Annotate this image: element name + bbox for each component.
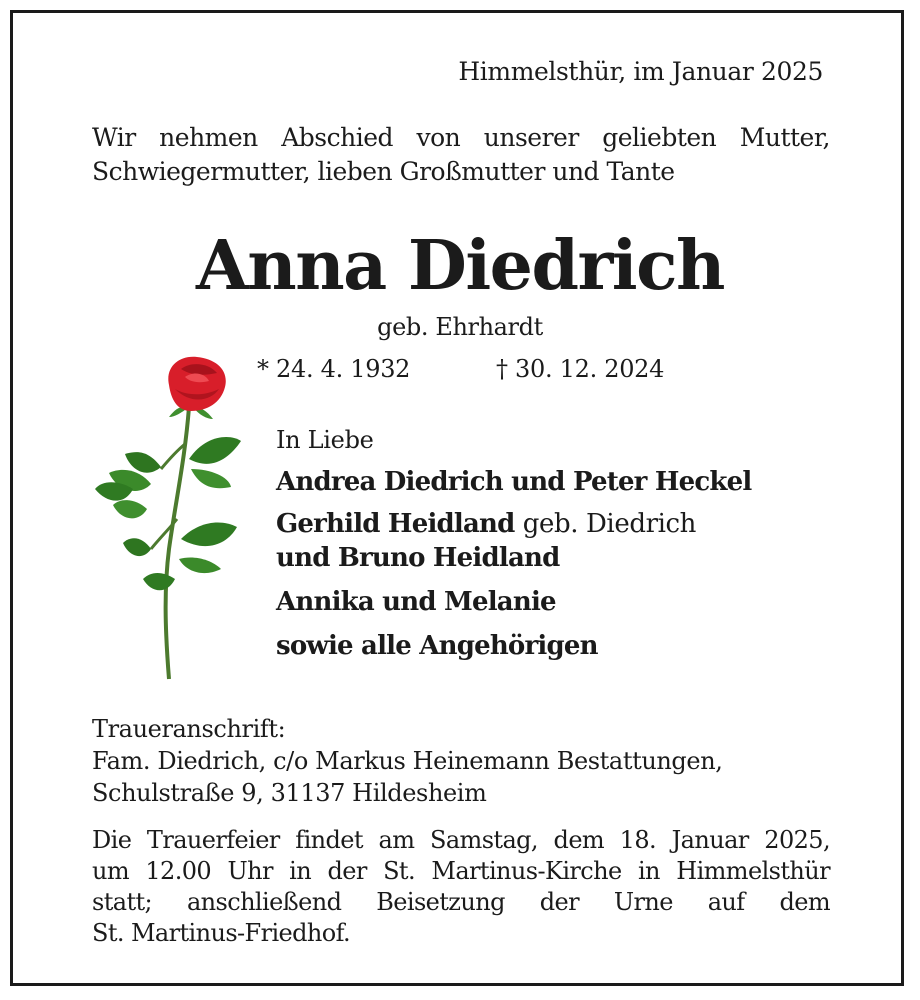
- address-line-2: Schulstraße 9, 31137 Hildesheim: [92, 779, 487, 807]
- ceremony-line-3: statt; anschließend Beisetzung der Urne auf dem: [92, 888, 830, 916]
- mourner-line-2: [276, 507, 836, 541]
- place-date: Himmelsthür, im Januar 2025: [458, 57, 823, 86]
- ceremony-info: [92, 825, 830, 949]
- address-line-1: Fam. Diedrich, c/o Markus Heinemann Bestattungen,: [92, 747, 723, 775]
- birth-date: * 24. 4. 1932: [257, 355, 411, 383]
- intro-text: [92, 121, 830, 189]
- mourners-block: [276, 425, 836, 663]
- ceremony-line-2: um 12.00 Uhr in der St. Martinus-Kirche in Himmelsthür: [92, 857, 830, 885]
- mourner-line-3: und Bruno Heidland: [276, 543, 560, 573]
- ceremony-line-1: Die Trauerfeier findet am Samstag, dem 18. Januar 2025,: [92, 826, 830, 854]
- maiden-name: geb. Ehrhardt: [377, 313, 543, 341]
- intro-line-2: Schwiegermutter, lieben Großmutter und Tante: [92, 157, 675, 186]
- address-label: Traueranschrift:: [92, 715, 286, 743]
- mourning-address: [92, 713, 832, 809]
- rose-icon: [81, 349, 241, 681]
- obituary-frame: [10, 10, 904, 986]
- in-love-label: In Liebe: [276, 426, 374, 454]
- mourner-line-5: sowie alle Angehörigen: [276, 631, 598, 661]
- intro-line-1: Wir nehmen Abschied von unserer geliebten Mutter,: [92, 123, 830, 152]
- mourner-line-2-maiden: geb. Diedrich: [522, 509, 697, 539]
- mourner-line-4: Annika und Melanie: [276, 587, 556, 617]
- death-date: † 30. 12. 2024: [496, 355, 665, 383]
- deceased-name: Anna Diedrich: [196, 226, 724, 306]
- ceremony-line-4: St. Martinus-Friedhof.: [92, 919, 351, 947]
- mourner-line-1: Andrea Diedrich und Peter Heckel: [276, 467, 752, 497]
- mourner-line-2-name: Gerhild Heidland: [276, 509, 515, 539]
